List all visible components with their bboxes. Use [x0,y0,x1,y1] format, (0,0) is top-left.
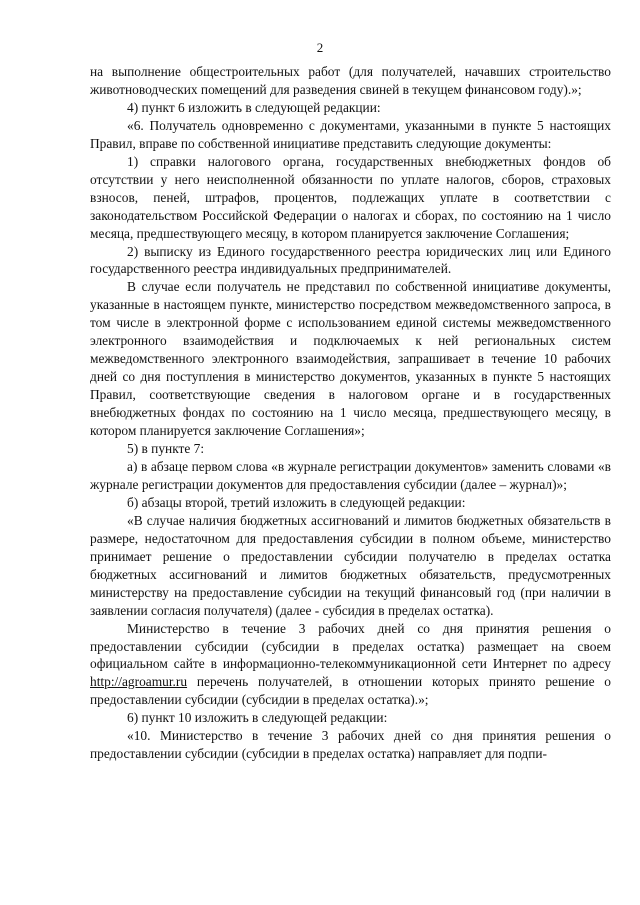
paragraph-item-4: 4) пункт 6 изложить в следующей редакции: [127,99,381,115]
paragraph-clause-10: «10. Министерство в течение 3 рабочих дней со дня принятия решения о предоставлении субсидии (субсидии в пределах остатка) направляет для подпи- [90,728,611,762]
paragraph-continuation: на выполнение общестроительных работ (для получателей, начавших строительство животноводческих помещений для разведения свиней в текущем финансовом году).»; [90,64,611,97]
publication-text-end: перечень получателей, в отношении которых принято решение о предоставлении субсидии (субсидии в пределах остатка).»; [90,674,611,708]
paragraph-item-6: 6) пункт 10 изложить в следующей редакции: [127,710,388,726]
document-body [90,63,611,763]
website-link[interactable]: http://agroamur.ru [90,674,188,690]
paragraph-item-5: 5) в пункте 7: [127,441,205,457]
publication-text-start: Министерство в течение 3 рабочих дней со дня принятия решения о предоставлении субсидии (субсидии в пределах остатка) размещает на своем официальном сайте в информационно-телекоммуникационной сети Интернет по адресу [90,620,611,672]
paragraph-interagency-request: В случае если получатель не представил по собственной инициативе документы, указанные в настоящем пункте, министерство посредством межведомственного запроса, в том числе в электронной форме с использованием единой системы межведомственного электронного взаимодействия и подключаемых к ней региональных систем межведомственного электронного взаимодействия, запрашивает в течение 10 рабочих дней со дня поступления в министерство документов, указанных в пункте 5 настоящих Правил, соответствующие сведения в налоговом органе и в государственных внебюджетных фондах по состоянию на 1 число месяца, предшествующего месяцу, в котором планируется заключение Соглашения»; [90,279,611,439]
paragraph-item-5b: б) абзацы второй, третий изложить в следующей редакции: [127,494,466,510]
paragraph-publication [90,620,611,710]
page-number: 2 [316,40,324,55]
paragraph-clause-6: «6. Получатель одновременно с документами, указанными в пункте 5 настоящих Правил, вправе по собственной инициативе представить следующие документы: [90,117,611,151]
paragraph-budget-allocation: «В случае наличия бюджетных ассигнований и лимитов бюджетных обязательств в размере, недостаточном для предоставления субсидии в полном объеме, министерство принимает решение о предоставлении субсидии получателю в пределах остатка бюджетных ассигнований и лимитов бюджетных обязательств, предусмотренных министерству на предоставление субсидии на текущий финансовый год (при наличии в заявлении согласия получателя) (далее - субсидия в пределах остатка). [90,512,611,618]
paragraph-subitem-2: 2) выписку из Единого государственного реестра юридических лиц или Единого государственного реестра индивидуальных предпринимателей. [90,243,611,277]
paragraph-item-5a: а) в абзаце первом слова «в журнале регистрации документов» заменить словами «в журнале регистрации документов для предоставления субсидии (далее – журнал)»; [90,458,611,492]
paragraph-subitem-1: 1) справки налогового органа, государственных внебюджетных фондов об отсутствии у него неисполненной обязанности по уплате налогов, сборов, страховых взносов, пеней, штрафов, процентов, подлежащих уплате в соответствии с законодательством Российской Федерации о налогах и сборах, по состоянию на 1 число месяца, предшествующего месяцу, в котором планируется заключение Соглашения; [90,153,611,241]
